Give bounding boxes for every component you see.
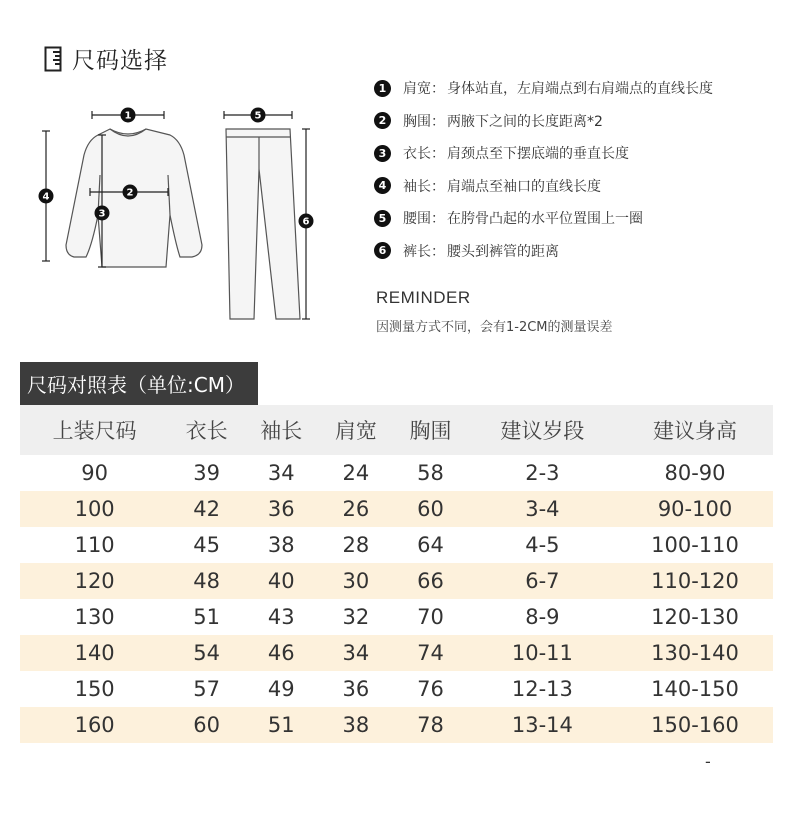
table-cell: 120: [20, 563, 169, 599]
table-cell: 36: [244, 491, 319, 527]
table-cell: 150: [74, 677, 115, 701]
table-cell: 140: [20, 635, 169, 671]
table-cell: 42: [169, 491, 244, 527]
table-header-row: [20, 405, 773, 455]
table-row: [20, 491, 773, 527]
table-cell: 60: [393, 491, 468, 527]
footer-mark: -: [705, 752, 711, 771]
legend-desc: 两腋下之间的长度距离*2: [447, 113, 603, 130]
table-cell: 150-160: [617, 707, 773, 743]
number-4-icon: 4: [374, 177, 391, 194]
table-cell: 12-13: [511, 677, 573, 701]
table-cell: 120-130: [651, 605, 739, 629]
legend-desc: 腰头到裤管的距离: [447, 243, 559, 260]
table-row: [20, 671, 773, 707]
header-chest: 胸围: [393, 405, 468, 455]
table-cell: 34: [319, 635, 394, 671]
reminder-text: 因测量方式不同，会有1-2CM的测量误差: [376, 320, 613, 335]
table-cell: 140-150: [651, 677, 739, 701]
table-cell: 100: [20, 491, 169, 527]
table-row: [20, 599, 773, 635]
table-cell: 60: [169, 707, 244, 743]
legend-name: 裤长：: [403, 243, 445, 260]
table-row: [20, 527, 773, 563]
number-1-icon: 1: [374, 80, 391, 97]
table-cell: 70: [417, 605, 444, 629]
table-cell: 76: [417, 677, 444, 701]
table-cell: 38: [319, 707, 394, 743]
legend-name: 衣长：: [403, 146, 445, 163]
table-cell: 48: [169, 563, 244, 599]
table-cell: 51: [193, 605, 220, 629]
table-cell: 13-14: [468, 707, 617, 743]
header-length: 衣长: [169, 405, 244, 455]
table-cell: 34: [267, 461, 295, 485]
header-shoulder: 肩宽: [319, 405, 394, 455]
table-cell: 78: [393, 707, 468, 743]
legend-item: [374, 235, 784, 268]
number-3-icon: 3: [374, 145, 391, 162]
marker-1-label: 1: [124, 110, 132, 122]
table-cell: 90: [81, 461, 108, 485]
table-cell: 26: [319, 491, 394, 527]
table-cell: 110: [74, 533, 115, 557]
table-row: [20, 563, 773, 599]
table-cell: 64: [417, 533, 444, 557]
legend-item: [374, 202, 784, 235]
number-5-icon: 5: [374, 210, 391, 227]
table-cell: 110-120: [617, 563, 773, 599]
marker-3-label: 3: [98, 208, 106, 220]
table-cell: 6-7: [468, 563, 617, 599]
legend-desc: 肩端点至袖口的直线长度: [447, 178, 601, 195]
header-age: 建议岁段: [468, 405, 617, 455]
table-cell: 45: [193, 533, 220, 557]
marker-4-label: 4: [42, 191, 50, 203]
reminder-title: REMINDER: [376, 288, 471, 307]
table-cell: 39: [193, 461, 220, 485]
legend-desc: 肩颈点至下摆底端的垂直长度: [447, 146, 629, 163]
table-row: [20, 635, 773, 671]
legend-desc: 在胯骨凸起的水平位置围上一圈: [447, 211, 643, 228]
table-cell: 10-11: [468, 635, 617, 671]
header-height: 建议身高: [617, 405, 773, 455]
legend-name: 胸围：: [403, 113, 445, 130]
table-cell: 4-5: [525, 533, 560, 557]
legend-item: [374, 137, 784, 170]
table-row: [20, 455, 773, 491]
table-cell: 80-90: [664, 461, 726, 485]
legend-name: 肩宽：: [403, 81, 445, 98]
table-cell: 40: [244, 563, 319, 599]
table-cell: 57: [193, 677, 220, 701]
legend-desc: 身体站直，左肩端点到右肩端点的直线长度: [447, 81, 713, 98]
table-cell: 8-9: [525, 605, 560, 629]
table-title: 尺码对照表（单位:CM）: [20, 362, 258, 405]
header-top-size: 上装尺码: [20, 405, 169, 455]
table-cell: 49: [267, 677, 295, 701]
page-title: 尺码选择: [72, 48, 168, 74]
table-cell: 38: [267, 533, 295, 557]
table-cell: 54: [169, 635, 244, 671]
table-cell: 30: [319, 563, 394, 599]
legend-item: [374, 105, 784, 138]
table-cell: 100-110: [651, 533, 739, 557]
table-cell: 28: [342, 533, 370, 557]
table-cell: 90-100: [617, 491, 773, 527]
garment-diagram: [30, 95, 330, 335]
table-cell: 74: [393, 635, 468, 671]
table-cell: 36: [342, 677, 370, 701]
header-sleeve: 袖长: [244, 405, 319, 455]
size-table: [20, 405, 773, 743]
table-cell: 3-4: [468, 491, 617, 527]
table-cell: 46: [244, 635, 319, 671]
table-cell: 58: [417, 461, 444, 485]
table-cell: 2-3: [525, 461, 560, 485]
table-cell: 24: [342, 461, 370, 485]
table-cell: 66: [393, 563, 468, 599]
reminder-block: [376, 288, 613, 335]
table-cell: 130-140: [617, 635, 773, 671]
table-cell: 130: [74, 605, 115, 629]
number-6-icon: 6: [374, 242, 391, 259]
table-cell: 32: [342, 605, 370, 629]
legend-name: 腰围：: [403, 211, 445, 228]
section-header: [44, 42, 168, 75]
ruler-icon: [44, 46, 64, 72]
legend-item: [374, 72, 784, 105]
legend-item: [374, 170, 784, 203]
table-row: [20, 707, 773, 743]
marker-6-label: 6: [302, 216, 310, 228]
marker-2-label: 2: [126, 187, 134, 199]
pants-illustration: [226, 129, 300, 319]
legend-name: 袖长：: [403, 178, 445, 195]
number-2-icon: 2: [374, 112, 391, 129]
marker-5-label: 5: [254, 110, 262, 122]
measurement-legend: [374, 72, 784, 267]
table-cell: 51: [244, 707, 319, 743]
table-cell: 160: [20, 707, 169, 743]
table-cell: 43: [267, 605, 295, 629]
